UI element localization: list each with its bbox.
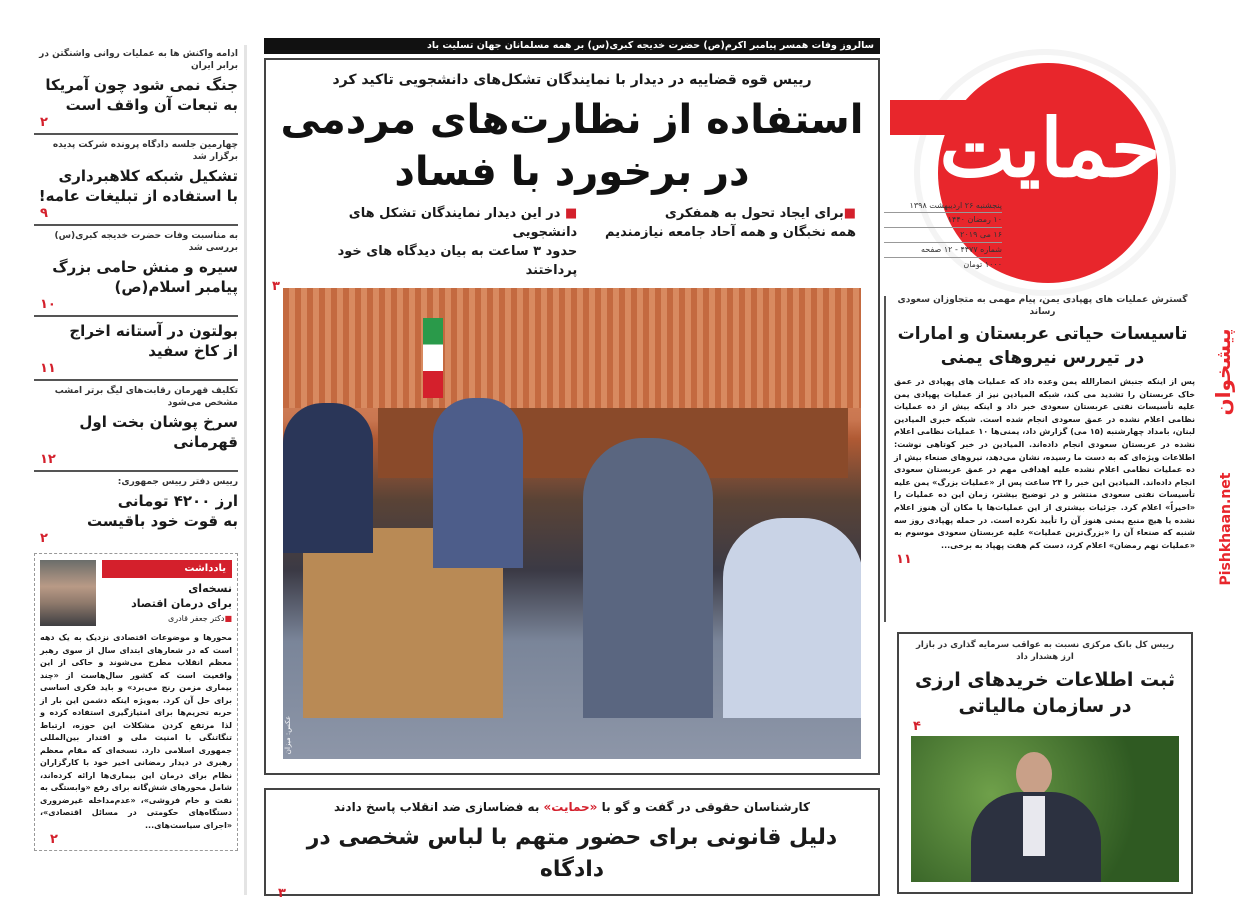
lead-story[interactable]: رییس قوه قضاییه در دیدار با نمایندگان تشکل‌های دانشجویی تاکید کرد استفاده از نظارت‌های مردمی در برخورد با فساد ■برای ایجاد تحول به همفکری همه نخبگان و همه آحاد جامعه نیازمندیم ■ در این دیدار نمایندگان تشکل های دانشجویی حدود ۳ ساعت به بیان دیدگاه های خود پرداختند ۳ عکس: میزان xyxy=(264,58,880,775)
watermark xyxy=(1203,300,1247,630)
kicker: تکلیف قهرمان رقابت‌های لیگ برتر امشب مشخص می‌شود xyxy=(54,386,238,408)
title: در سازمان مالیاتی xyxy=(958,695,1132,717)
watermark-en: Pishkhaan.net xyxy=(1218,472,1234,586)
page-number: ۳ xyxy=(272,279,280,294)
page-number: ۱۱ xyxy=(896,552,912,568)
logo-text: حمایت xyxy=(939,101,1161,195)
title: جنگ نمی شود چون آمریکا xyxy=(45,76,238,94)
lead-kicker: رییس قوه قضاییه در دیدار با نمایندگان تشکل‌های دانشجویی تاکید کرد xyxy=(332,72,812,88)
right-story[interactable] xyxy=(890,294,1195,628)
opinion-column[interactable]: یادداشت نسخه‌ای برای درمان اقتصاد ■دکتر جعفر قادری محورها و موضوعات اقتصادی نزدیک به یک دهه است که در شعارهای ابتدای سال از سوی رهبر معظم انقلاب مطرح می‌شوند و حاکی از این واقعیت است که کشور سال‌هاست از «چند بیماری مزمن رنج می‌برد» و باید فکری اساسی برای حل آن کرد. به‌ویژه اینکه دشمن این بار از حربه تحریم‌ها برای امتیازگیری استفاده کرده و لذا مرتفع کردن مشکلات این حوزه، ارتباط تنگاتنگی با امنیت ملی و اقتدار بین‌المللی جمهوری اسلامی دارد. نسخه‌ای که مقام معظم رهبری در دیدار رمضانی اخیر خود با کارگزاران نظام برای درمان این بیماری‌ها ارائه کرده‌اند، شامل محورهای شش‌گانه برای رفع «وابستگی به نفت و خام فروشی»، «عدم‌مداخله غیرضروری دستگاه‌های حکومتی در مسائل اقتصادی»، «اجرای سیاست‌های... ۲ xyxy=(34,553,238,851)
currency-photo xyxy=(911,736,1179,882)
title: ثبت اطلاعات خریدهای ارزی xyxy=(914,669,1176,691)
photo-credit: عکس: میزان xyxy=(284,715,293,755)
kicker: چهارمین جلسه دادگاه پرونده شرکت پدیده برگزار شد xyxy=(52,140,238,162)
subhead: همه نخبگان و همه آحاد جامعه نیازمندیم xyxy=(605,225,856,240)
flag xyxy=(423,318,443,398)
issue-number: شماره ۴۴۷۷ - ۱۲ صفحه xyxy=(884,243,1002,258)
page-number: ۲ xyxy=(40,115,48,130)
title: به قوت خود باقیست xyxy=(87,512,238,530)
author-photo xyxy=(40,560,96,626)
issue-info xyxy=(884,200,1002,272)
opinion-title: برای درمان اقتصاد xyxy=(131,597,232,610)
author-name: دکتر جعفر قادری xyxy=(167,614,225,623)
page-number: ۳ xyxy=(278,886,286,901)
page-number: ۲ xyxy=(40,531,48,546)
opinion-title: نسخه‌ای xyxy=(188,582,232,595)
page-number: ۴ xyxy=(913,719,921,734)
currency-story[interactable] xyxy=(897,632,1193,894)
lead-photo xyxy=(283,288,861,759)
opinion-label: یادداشت xyxy=(102,560,232,578)
page-number: ۱۲ xyxy=(40,452,56,467)
subhead: حدود ۳ ساعت به بیان دیدگاه های خود پرداختند xyxy=(337,244,578,278)
date-hijri: ۱۰ رمضان ۱۴۴۰ xyxy=(884,213,1002,228)
bottom-headline: دلیل قانونی برای حضور متهم با لباس شخصی در دادگاه xyxy=(306,825,838,882)
watermark-fa: پیشخوان xyxy=(1211,328,1235,416)
left-story-1[interactable] xyxy=(34,44,238,135)
page-number: ۱۰ xyxy=(40,297,56,312)
title: بولتون در آستانه اخراج xyxy=(69,322,238,340)
column-divider xyxy=(244,45,247,895)
kicker: رییس دفتر رییس جمهوری: xyxy=(117,477,238,487)
title: ارز ۴۲۰۰ تومانی xyxy=(117,492,238,510)
left-story-4[interactable] xyxy=(34,317,238,381)
title: تاسیسات حیاتی عربستان و امارات xyxy=(897,324,1188,344)
kicker: گسترش عملیات های پهپادی یمن، پیام مهمی به متجاوزان سعودی رساند xyxy=(897,295,1188,317)
condolence-banner: سالروز وفات همسر پیامبر اکرم(ص) حضرت خدیجه کبری(س) بر همه مسلمانان جهان تسلیت باد xyxy=(264,38,880,54)
left-story-3[interactable] xyxy=(34,226,238,317)
opinion-body: محورها و موضوعات اقتصادی نزدیک به یک دهه است که در شعارهای ابتدای سال از سوی رهبر معظم انقلاب مطرح می‌شوند و حاکی از این واقعیت است که کشور سال‌هاست از «چند بیماری مزمن رنج می‌برد» و باید فکری اساسی برای حل آن کرد. به‌ویژه اینکه دشمن این بار از حربه تحریم‌ها برای امتیازگیری استفاده کرده و لذا مرتفع کردن مشکلات این حوزه، ارتباط تنگاتنگی با امنیت ملی و اقتدار بین‌المللی جمهوری اسلامی دارد. نسخه‌ای که مقام معظم رهبری در دیدار رمضانی اخیر خود با کارگزاران نظام برای درمان این بیماری‌ها ارائه کرده‌اند، شامل محورهای شش‌گانه برای رفع «وابستگی به نفت و خام فروشی»، «عدم‌مداخله غیرضروری دستگاه‌های حکومتی در مسائل اقتصادی»، «اجرای سیاست‌های... xyxy=(40,633,232,830)
lead-headline: در برخورد با فساد xyxy=(394,149,750,195)
kicker: رییس کل بانک مرکزی نسبت به عواقب سرمایه گذاری در بازار ارز هشدار داد xyxy=(915,640,1175,662)
title: پیامبر اسلام(ص) xyxy=(114,278,238,296)
title: سرخ پوشان بخت اول قهرمانی xyxy=(79,413,238,451)
title: تشکیل شبکه کلاهبرداری xyxy=(58,167,238,185)
bottom-kicker: کارشناسان حقوقی در گفت و گو با «حمایت» به فضاسازی ضد انقلاب پاسخ دادند xyxy=(333,800,811,814)
title: در تیررس نیروهای یمنی xyxy=(940,348,1145,368)
subhead: در این دیدار نمایندگان تشکل های دانشجویی xyxy=(348,206,578,240)
price: ۱۰۰۰ تومان xyxy=(963,260,1002,269)
kicker: ادامه واکنش ها به عملیات روانی واشنگتن در برابر ایران xyxy=(39,49,238,71)
subhead: برای ایجاد تحول به همفکری xyxy=(664,206,844,221)
page-number: ۱۱ xyxy=(40,361,56,376)
date-persian: پنجشنبه ۲۶ اردیبهشت ۱۳۹۸ xyxy=(884,200,1002,213)
lead-headline: استفاده از نظارت‌های مردمی xyxy=(280,97,864,143)
story-body: پس از اینکه جنبش انصارالله یمن وعده داد که عملیات های پهپادی در عمق خاک عربستان را تشدید می کند، شبکه المیادین نیز از عملیات پهپادی یمن علیه تأسیسات نفتی عربستان سعودی خبر داد و اینکه بیش از ده عملیات نظامی اعلام نشده در عمق سعودی انجام شده است. شبکه خبری المیادین لبنان، بامداد چهارشنبه (۱۵ می) گزارش داد، یمنی‌ها ۱۰ عملیات نظامی اعلام نشده در عربستان سعودی انجام داده‌اند. المیادین در خبر کوتاهی نوشت: اطلاعات ویژه‌ای که به دست ما رسیده، نشان می‌دهد، نیروهای صنعاء بیش از ده عملیات نظامی اعلام نشده علیه اهدافی مهم در عمق عربستان سعودی انجام داده‌اند. المیادین این خبر را ۲۴ ساعت پس از «عملیات بزرگ» یمن علیه تأسیسات نفتی سعودی منتشر و در توضیح بیشتر، زمان این ده عملیات را «اخیراً» اعلام کرد. جزئیات بیشتری از این عملیات‌ها یا مکان آن هنوز اعلام نشده یا هیچ منبع یمنی هنوز آن را تأیید نکرده است. در حمله پهپادی روز سه شنبه که صنعاء آن را «بزرگ‌ترین عملیات» علیه عربستان سعودی موسوم به «عملیات نهم رمضان» اعلام کرد، دست کم هفت پهپاد به برخی... xyxy=(894,377,1195,550)
title: سیره و منش حامی بزرگ xyxy=(52,258,238,276)
left-story-6[interactable] xyxy=(34,472,238,549)
left-column xyxy=(34,44,238,851)
bottom-story[interactable] xyxy=(264,788,880,901)
title: از کاخ سفید xyxy=(148,342,238,360)
kicker: به مناسبت وفات حضرت خدیجه کبری(س) بررسی شد xyxy=(54,231,238,253)
page-number: ۹ xyxy=(40,206,48,221)
left-story-2[interactable] xyxy=(34,135,238,226)
page-number: ۲ xyxy=(50,832,58,847)
title: با استفاده از تبلیغات عامه! xyxy=(38,187,238,205)
date-gregorian: ۱۶ می ۲۰۱۹ xyxy=(884,228,1002,243)
title: به تبعات آن واقف است xyxy=(65,96,238,114)
left-story-5[interactable] xyxy=(34,381,238,472)
